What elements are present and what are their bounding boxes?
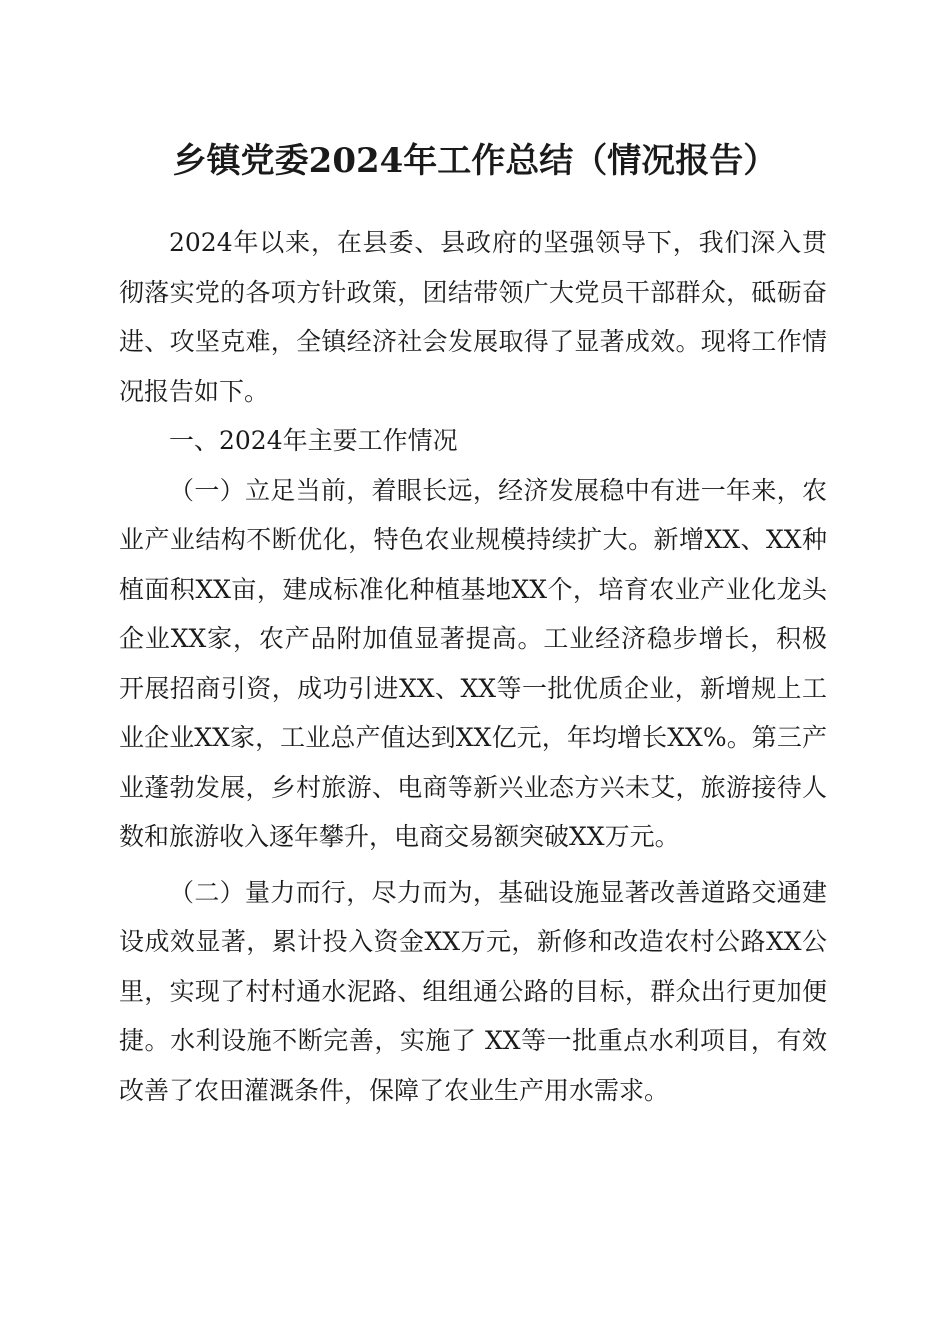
document-title: 乡镇党委2024年工作总结（情况报告） [172, 141, 778, 181]
document-body [119, 218, 827, 1115]
subsection-economy-paragraph: （一）立足当前，着眼长远，经济发展稳中有进一年来，农业产业结构不断优化，特色农业规模持续扩大。新增XX、XX种植面积XX亩，建成标准化种植基地XX个，培育农业产业化龙头企业XX家，农产品附加值显著提高。工业经济稳步增长，积极开展招商引资，成功引进XX、XX等一批优质企业，新增规上工业企业XX家，工业总产值达到XX亿元，年均增长XX%。第三产业蓬勃发展，乡村旅游、电商等新兴业态方兴未艾，旅游接待人数和旅游收入逐年攀升，电商交易额突破XX万元。 [119, 475, 827, 851]
section-heading-main-work: 一、2024年主要工作情况 [169, 426, 458, 455]
subsection-infrastructure-paragraph: （二）量力而行，尽力而为，基础设施显著改善道路交通建设成效显著，累计投入资金XX万元，新修和改造农村公路XX公里，实现了村村通水泥路、组组通公路的目标，群众出行更加便捷。水利设施不断完善，实施了 XX等一批重点水利项目，有效改善了农田灌溉条件，保障了农业生产用水需求。 [119, 877, 827, 1105]
intro-paragraph: 2024年以来，在县委、县政府的坚强领导下，我们深入贯彻落实党的各项方针政策，团结带领广大党员干部群众，砥砺奋进、攻坚克难，全镇经济社会发展取得了显著成效。现将工作情况报告如下。 [119, 228, 827, 406]
